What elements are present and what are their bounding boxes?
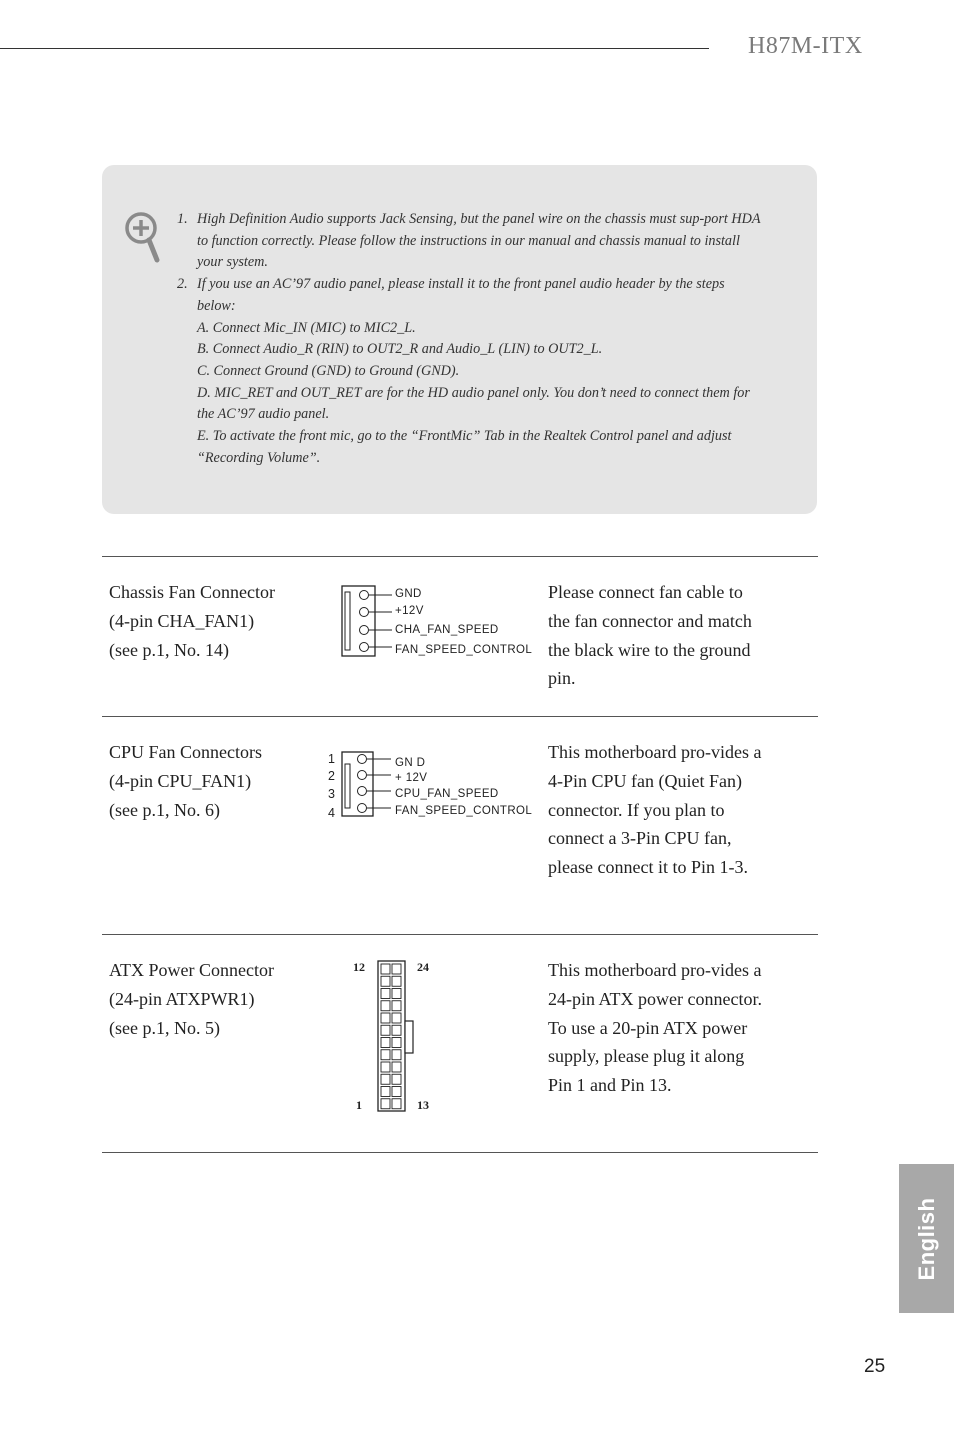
note-step: B. Connect Audio_R (RIN) to OUT2_R and Audio_L (LIN) to OUT2_L. (197, 341, 603, 358)
connector-name: ATX Power Connector (109, 960, 274, 980)
atx-pin (381, 1013, 390, 1023)
note-step: D. MIC_RET and OUT_RET are for the HD audio panel only. You don’t need to connect them for the AC’97 audio panel. (197, 384, 750, 423)
pin-label: +12V (395, 605, 424, 617)
section-divider (102, 556, 818, 557)
atx-pin (392, 1013, 401, 1023)
section-divider (102, 716, 818, 717)
atx-pin (381, 1050, 390, 1060)
pin-number: 2 (328, 769, 335, 783)
pin-label: CPU_FAN_SPEED (395, 788, 499, 800)
pin-label: CHA_FAN_SPEED (395, 624, 499, 636)
chassis-fan-pin-diagram (338, 582, 538, 662)
model-title: H87M-ITX (748, 33, 863, 59)
chassis-fan-label (109, 578, 275, 665)
note-item-number: 1. (177, 211, 188, 227)
note-item-text: If you use an AC’97 audio panel, please install it to the front panel audio header by the steps below: (197, 276, 725, 314)
atx-pin (392, 976, 401, 986)
pin-label: GN D (395, 757, 426, 769)
magnifier-plus-icon (122, 210, 164, 266)
language-tab-label: English (913, 1197, 939, 1280)
note-item (177, 274, 765, 317)
note-step: C. Connect Ground (GND) to Ground (GND). (197, 362, 460, 379)
pin-number: 24 (417, 960, 429, 974)
pin-label: FAN_SPEED_CONTROL (395, 805, 533, 817)
atx-pin (381, 964, 390, 974)
note-text (177, 209, 765, 469)
connector-reference: (see p.1, No. 5) (109, 1018, 220, 1038)
atx-pin (392, 1099, 401, 1109)
atx-pin (392, 1050, 401, 1060)
pin-label: + 12V (395, 772, 428, 784)
note-item-number: 2. (177, 276, 188, 293)
atx-pin (381, 1001, 390, 1011)
atx-pin (381, 1025, 390, 1035)
pin-label: FAN_SPEED_CONTROL (395, 644, 533, 656)
section-divider (102, 934, 818, 935)
connector-pin-spec: (4-pin CHA_FAN1) (109, 611, 255, 631)
connector-name: CPU Fan Connectors (109, 742, 262, 762)
connector-reference: (see p.1, No. 6) (109, 800, 220, 820)
atx-pin (381, 1074, 390, 1084)
note-step: A. Connect Mic_IN (MIC) to MIC2_L. (197, 319, 416, 336)
atx-pin (392, 1025, 401, 1035)
atx-pin (392, 1087, 401, 1097)
atx-pin (381, 989, 390, 999)
atx-pin (392, 1038, 401, 1048)
section-divider (102, 1152, 818, 1153)
note-item (177, 209, 765, 274)
connector-pin-spec: (4-pin CPU_FAN1) (109, 771, 252, 791)
atx-pin (392, 964, 401, 974)
note-item-text: High Definition Audio supports Jack Sensing, but the panel wire on the chassis must sup-port HDA to function correctly. Please follow the instructions in our manual and chassis manual to install your system. (197, 211, 761, 271)
atx-pin (381, 976, 390, 986)
cpu-fan-description: This motherboard pro-vides a 4-Pin CPU fan (Quiet Fan) connector. If you plan to connect a 3-Pin CPU fan, please connect it to Pin 1-3. (548, 742, 762, 878)
atx-pin (392, 1062, 401, 1072)
atx-pin (381, 1099, 390, 1109)
pin-number: 3 (328, 787, 335, 801)
connector-reference: (see p.1, No. 14) (109, 640, 229, 660)
atx-pin (381, 1062, 390, 1072)
header-rule (0, 48, 709, 49)
pin-number: 13 (417, 1098, 429, 1112)
pin-number: 1 (328, 752, 335, 766)
cpu-fan-pin-diagram (325, 748, 535, 824)
cpu-fan-label (109, 738, 262, 825)
atx-pin (392, 1074, 401, 1084)
note-step: E. To activate the front mic, go to the “FrontMic” Tab in the Realtek Control panel and adjust “Recording Volume”. (197, 428, 732, 466)
connector-name: Chassis Fan Connector (109, 582, 275, 602)
atx-pin (381, 1038, 390, 1048)
atx-power-label (109, 956, 274, 1043)
pin-number: 1 (356, 1098, 362, 1112)
chassis-fan-description: Please connect fan cable to the fan connector and match the black wire to the ground pin. (548, 582, 752, 689)
pin-number: 4 (328, 806, 335, 820)
page-number: 25 (864, 1356, 886, 1377)
atx-pin (392, 989, 401, 999)
atx-pin (381, 1087, 390, 1097)
atx-power-pin-diagram (345, 955, 445, 1115)
pin-number: 12 (353, 960, 365, 974)
atx-pin (392, 1001, 401, 1011)
pin-label: GND (395, 588, 422, 600)
connector-pin-spec: (24-pin ATXPWR1) (109, 989, 255, 1009)
atx-power-description: This motherboard pro-vides a 24-pin ATX power connector. To use a 20-pin ATX power supply, please plug it along Pin 1 and Pin 13. (548, 960, 762, 1096)
language-tab (899, 1164, 954, 1313)
